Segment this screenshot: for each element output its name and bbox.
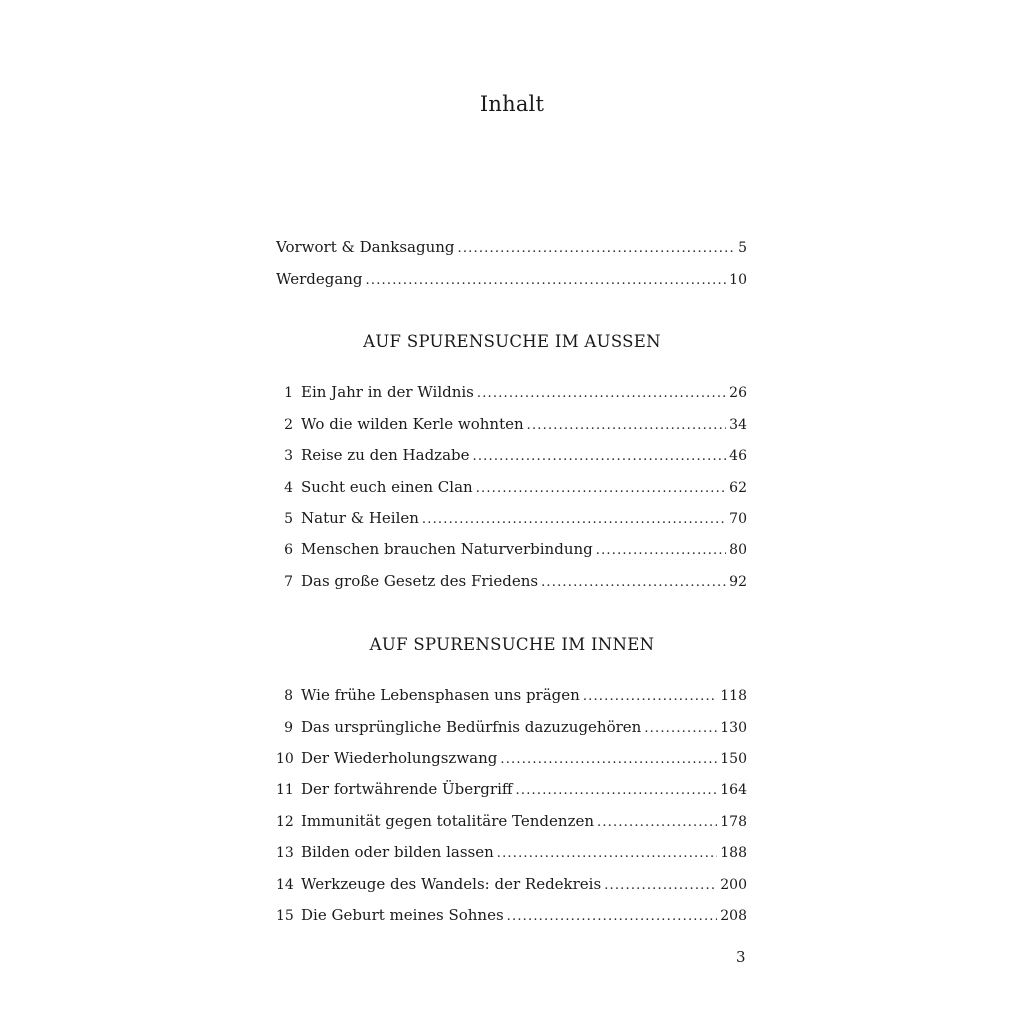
chapter-number: 6 [284, 542, 293, 558]
chapter-number: 5 [284, 511, 293, 527]
toc-entry-page: 5 [738, 240, 747, 256]
page-number: 3 [736, 948, 746, 966]
chapter-number: 11 [276, 782, 294, 798]
dot-leader [476, 477, 726, 501]
chapter-number: 10 [276, 751, 294, 767]
section-heading-innen: AUF SPURENSUCHE IM INNEN [369, 635, 655, 654]
chapter-number: 3 [284, 448, 293, 464]
chapter-number: 8 [284, 688, 293, 704]
chapter-number: 4 [284, 480, 293, 496]
chapter-title: Menschen brauchen Naturverbindung [301, 540, 593, 558]
dot-leader [500, 748, 717, 772]
toc-chapter-6[interactable] [276, 537, 747, 561]
dot-leader [422, 508, 726, 532]
toc-chapter-11[interactable] [276, 777, 747, 801]
dot-leader [497, 842, 718, 866]
chapter-title: Bilden oder bilden lassen [301, 843, 494, 861]
dot-leader [507, 905, 718, 929]
chapter-page: 118 [720, 688, 747, 704]
dot-leader [477, 382, 726, 406]
chapter-page: 200 [720, 877, 747, 893]
toc-chapter-15[interactable] [276, 903, 747, 927]
chapter-title: Wie frühe Lebensphasen uns prägen [301, 686, 580, 704]
dot-leader [473, 445, 727, 469]
toc-chapter-7[interactable] [276, 569, 747, 593]
toc-entry-label: Vorwort & Danksagung [276, 238, 455, 256]
chapter-page: 70 [729, 511, 747, 527]
chapter-page: 34 [729, 417, 747, 433]
toc-chapter-1[interactable] [276, 380, 747, 404]
chapter-title: Der Wiederholungszwang [301, 749, 498, 767]
chapter-page: 208 [720, 908, 747, 924]
toc-chapter-14[interactable] [276, 872, 747, 896]
toc-chapter-5[interactable] [276, 506, 747, 530]
chapter-number: 15 [276, 908, 294, 924]
toc-chapter-12[interactable] [276, 809, 747, 833]
dot-leader [527, 414, 727, 438]
chapter-number: 14 [276, 877, 294, 893]
chapter-title: Das ursprüngliche Bedürfnis dazuzugehören [301, 718, 642, 736]
chapter-number: 7 [284, 574, 293, 590]
chapter-page: 26 [729, 385, 747, 401]
toc-chapter-10[interactable] [276, 746, 747, 770]
dot-leader [596, 539, 726, 563]
dot-leader [597, 811, 717, 835]
chapter-title: Natur & Heilen [301, 509, 419, 527]
chapter-page: 46 [729, 448, 747, 464]
chapter-number: 13 [276, 845, 294, 861]
chapter-number: 1 [284, 385, 293, 401]
dot-leader [458, 237, 736, 261]
toc-chapter-8[interactable] [276, 683, 747, 707]
chapter-page: 188 [720, 845, 747, 861]
dot-leader [583, 685, 717, 709]
chapter-title: Reise zu den Hadzabe [301, 446, 470, 464]
chapter-page: 80 [729, 542, 747, 558]
toc-chapter-4[interactable] [276, 475, 747, 499]
chapter-title: Ein Jahr in der Wildnis [301, 383, 474, 401]
dot-leader [516, 779, 718, 803]
toc-entry-label: Werdegang [276, 270, 363, 288]
chapter-number: 12 [276, 814, 294, 830]
toc-entry-vorwort[interactable] [276, 235, 747, 259]
chapter-page: 150 [720, 751, 747, 767]
toc-chapter-13[interactable] [276, 840, 747, 864]
chapter-title: Immunität gegen totalitäre Tendenzen [301, 812, 595, 830]
chapter-page: 62 [729, 480, 747, 496]
dot-leader [604, 874, 717, 898]
chapter-number: 9 [284, 720, 293, 736]
chapter-page: 130 [720, 720, 747, 736]
toc-entry-page: 10 [729, 272, 747, 288]
chapter-title: Sucht euch einen Clan [301, 478, 473, 496]
dot-leader [541, 571, 726, 595]
chapter-title: Der fortwährende Übergriff [301, 780, 513, 798]
toc-chapter-3[interactable] [276, 443, 747, 467]
chapter-title: Das große Gesetz des Friedens [301, 572, 539, 590]
chapter-title: Werkzeuge des Wandels: der Redekreis [301, 875, 602, 893]
chapter-title: Wo die wilden Kerle wohnten [301, 415, 524, 433]
dot-leader [644, 717, 717, 741]
page-title: Inhalt [479, 92, 545, 116]
chapter-page: 92 [729, 574, 747, 590]
chapter-page: 178 [720, 814, 747, 830]
chapter-page: 164 [720, 782, 747, 798]
dot-leader [366, 269, 727, 293]
section-heading-aussen: AUF SPURENSUCHE IM AUSSEN [363, 332, 661, 351]
toc-chapter-9[interactable] [276, 715, 747, 739]
chapter-number: 2 [284, 417, 293, 433]
toc-entry-werdegang[interactable] [276, 267, 747, 291]
chapter-title: Die Geburt meines Sohnes [301, 906, 504, 924]
toc-chapter-2[interactable] [276, 412, 747, 436]
